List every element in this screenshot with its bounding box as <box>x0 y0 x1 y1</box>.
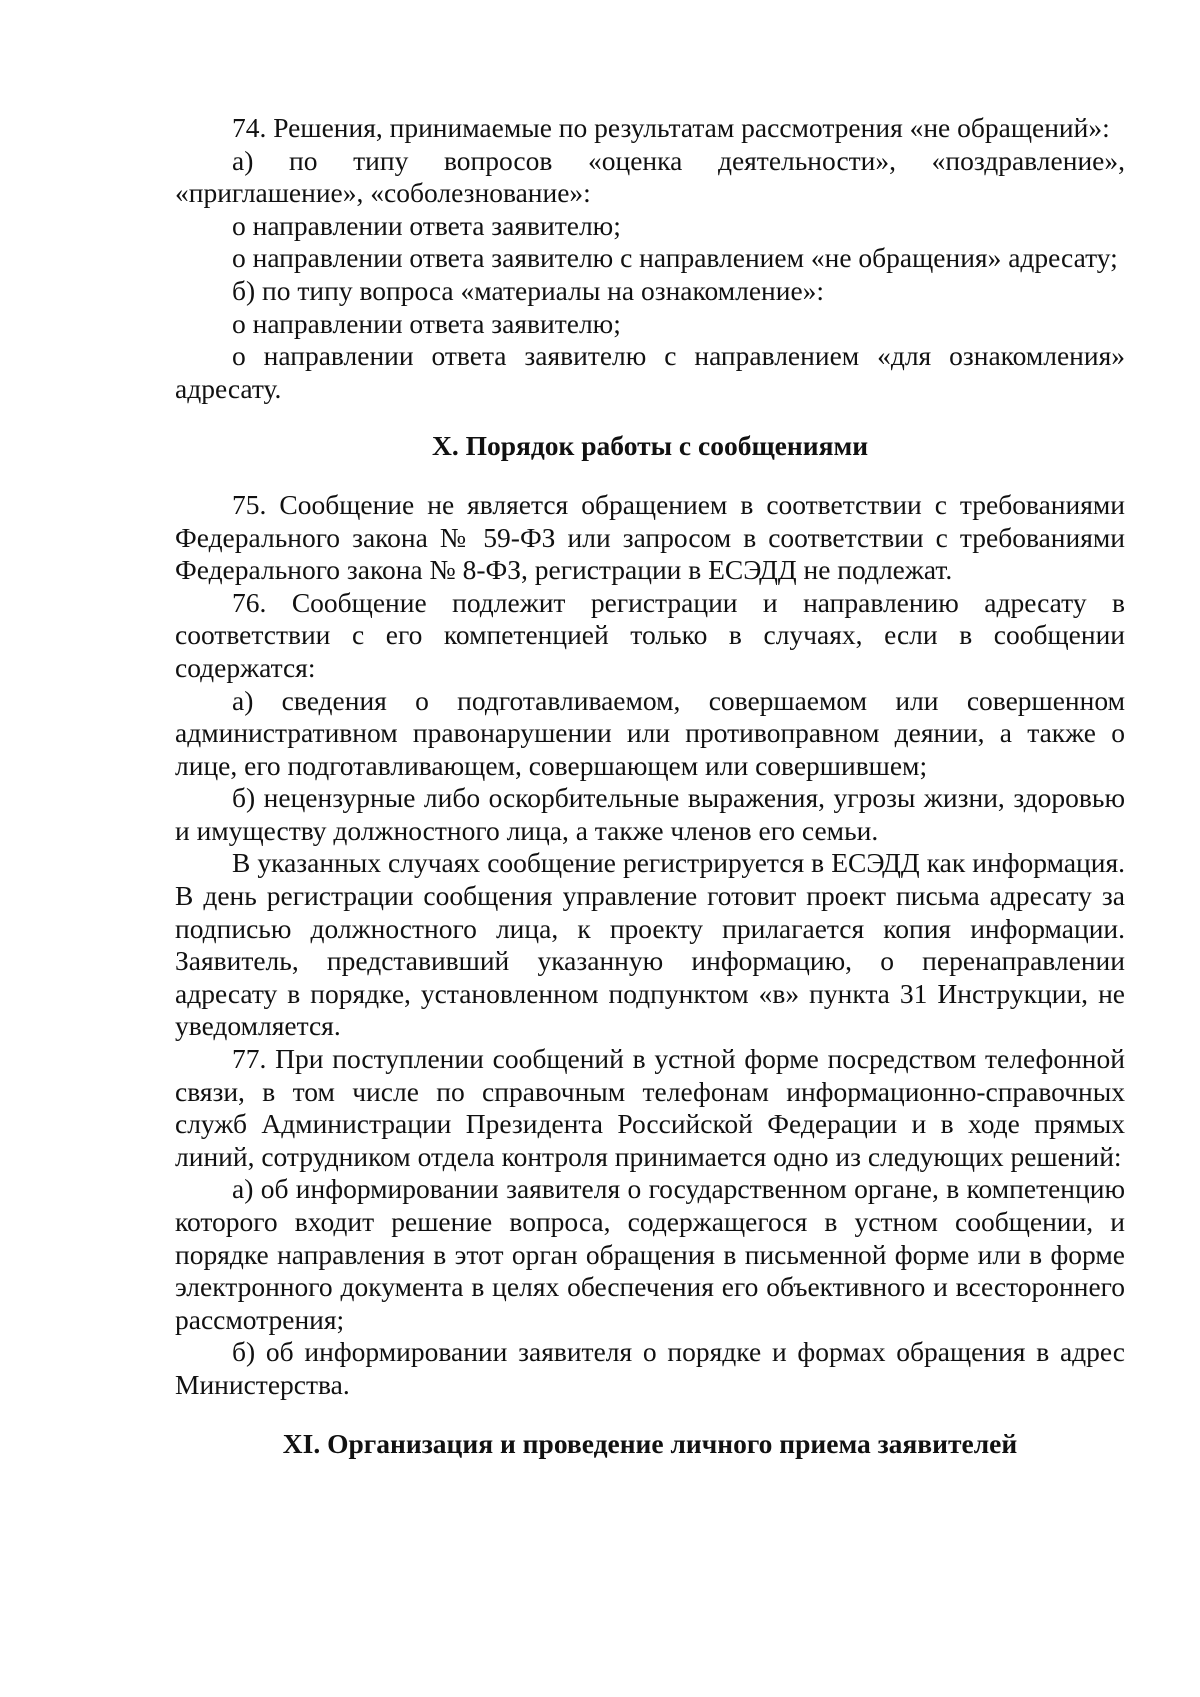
paragraph-77: 77. При поступлении сообщений в устной форме посредством телефонной связи, в том числе по справочным телефонам информационно-справочных служб Администрации Президента Российской Федерации и в ходе прямых линий, сотрудником отдела контроля принимается одно из следующих решений: <box>175 1043 1125 1172</box>
paragraph-75: 75. Сообщение не является обращением в соответствии с требованиями Федерального закона № 59-ФЗ или запросом в соответствии с требованиями Федерального закона № 8-ФЗ, регистрации в ЕСЭДД не подлежат. <box>175 488 1125 586</box>
paragraph-74: 74. Решения, принимаемые по результатам рассмотрения «не обращений»: <box>232 112 1110 143</box>
paragraph-74-a-1: о направлении ответа заявителю; <box>232 209 621 241</box>
paragraph-74-b-1: о направлении ответа заявителю; <box>232 307 621 339</box>
paragraph-74-b-2: о направлении ответа заявителю с направлением «для ознакомления» адресату. <box>175 340 1125 404</box>
paragraph-76-a: а) сведения о подготавливаемом, совершаемом или совершенном административном правонарушении или противоправном деянии, а также о лице, его подготавливающем, совершающем или совершившем; <box>175 684 1125 781</box>
section-11-heading: XI. Организация и проведение личного приема заявителей <box>282 1427 1018 1459</box>
paragraph-77-b: б) об информировании заявителя о порядке и формах обращения в адрес Министерства. <box>175 1336 1125 1400</box>
paragraph-74-a-2: о направлении ответа заявителю с направлением «не обращения» адресату; <box>232 242 1118 274</box>
paragraph-77-a: а) об информировании заявителя о государственном органе, в компетенцию которого входит решение вопроса, содержащегося в устном сообщении, и порядке направления в этот орган обращения в письменной форме или в форме электронного документа в целях обеспечения его объективного и всестороннего рассмотрения; <box>175 1173 1125 1335</box>
paragraph-76: 76. Сообщение подлежит регистрации и направлению адресату в соответствии с его компетенцией только в случаях, если в сообщении содержатся: <box>175 586 1125 683</box>
document-page <box>175 112 1125 1460</box>
paragraph-76-c: В указанных случаях сообщение регистрируется в ЕСЭДД как информация. В день регистрации сообщения управление готовит проект письма адресату за подписью должностного лица, к проекту прилагается копия информации. Заявитель, представивший указанную информацию, о перенаправлении адресату в порядке, установленном подпунктом «в» пункта 31 Инструкции, не уведомляется. <box>175 847 1125 1042</box>
paragraph-76-b: б) нецензурные либо оскорбительные выражения, угрозы жизни, здоровью и имуществу должностного лица, а также членов его семьи. <box>175 782 1125 846</box>
paragraph-74-b: б) по типу вопроса «материалы на ознакомление»: <box>232 274 825 306</box>
paragraph-74-a: а) по типу вопросов «оценка деятельности», «поздравление», «приглашение», «соболезнование»: <box>175 144 1125 209</box>
section-10-heading: X. Порядок работы с сообщениями <box>431 430 869 462</box>
